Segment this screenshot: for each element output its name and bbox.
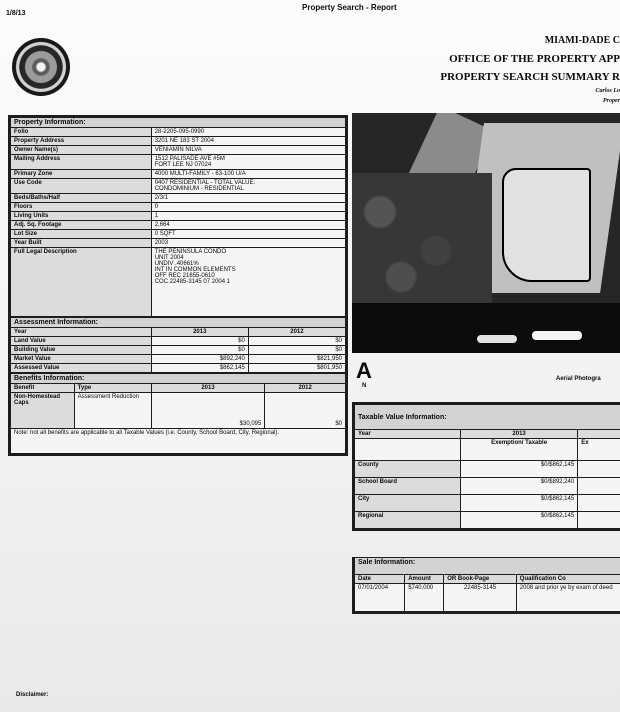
- sale-panel: [352, 557, 620, 614]
- taxable-row: [355, 495, 620, 512]
- property-info-value: 0 SQFT: [151, 230, 345, 239]
- property-info-value: 1512 PALISADE AVE #5M FORT LEE NJ 07024: [151, 155, 345, 170]
- property-info-row: [11, 155, 346, 170]
- property-info-row: [11, 212, 346, 221]
- sale-amount: $740,000: [405, 584, 444, 612]
- assessment-label: Land Value: [11, 337, 152, 346]
- assessment-row: [11, 355, 346, 364]
- benefit-2013-col-header: 2013: [151, 384, 265, 393]
- assessment-2013-value: $0: [151, 337, 248, 346]
- property-info-row: [11, 221, 346, 230]
- taxable-label: County: [355, 461, 461, 478]
- property-info-value: VENIAMIN NILVA: [151, 146, 345, 155]
- taxable-2013-value: $0/$862,145: [461, 512, 578, 529]
- taxable-extra-cell: [578, 495, 620, 512]
- disclaimer-label: Disclaimer:: [16, 692, 49, 698]
- taxable-extra-cell: [578, 461, 620, 478]
- assessment-2012-value: $0: [248, 346, 345, 355]
- property-info-row: [11, 128, 346, 137]
- appraiser-title: Proper: [603, 98, 620, 104]
- benefit-type: Assessment Reduction: [74, 393, 151, 429]
- property-info-label: Owner Name(s): [11, 146, 152, 155]
- assessment-year-2012: 2012: [248, 328, 345, 337]
- assessment-row: [11, 364, 346, 373]
- benefits-heading: Benefits Information:: [11, 374, 346, 384]
- property-info-label: Full Legal Description: [11, 248, 152, 317]
- taxable-label: Regional: [355, 512, 461, 529]
- property-info-value: 2003: [151, 239, 345, 248]
- property-info-label: Lot Size: [11, 230, 152, 239]
- assessment-label: Building Value: [11, 346, 152, 355]
- benefit-name: Non-Homestead Caps: [11, 393, 75, 429]
- property-info-value: 0: [151, 203, 345, 212]
- county-name: MIAMI-DADE C: [544, 35, 620, 46]
- taxable-extra-cell: [578, 478, 620, 495]
- taxable-row: [355, 512, 620, 529]
- north-label: N: [362, 383, 367, 389]
- taxable-2013-value: $0/$862,145: [461, 495, 578, 512]
- taxable-extra-cell: [578, 512, 620, 529]
- taxable-row: [355, 478, 620, 495]
- north-arrow-icon: A: [356, 358, 372, 383]
- aerial-caption: Aerial Photogra: [556, 376, 601, 382]
- sale-table: [354, 557, 620, 612]
- property-info-row: [11, 137, 346, 146]
- benefit-2013-value: $30,095: [151, 393, 265, 429]
- parcel-outline: [502, 168, 591, 282]
- property-info-row: [11, 179, 346, 194]
- property-info-table: [10, 117, 346, 317]
- exemption-header-cut: Ex: [578, 439, 620, 461]
- sale-qualification-header: Qualification Co: [516, 575, 620, 584]
- taxable-year-label: Year: [355, 430, 461, 439]
- assessment-2012-value: $801,950: [248, 364, 345, 373]
- property-info-value: 4000 MULTI-FAMILY - 63-100 U/A: [151, 170, 345, 179]
- assessment-2012-value: $0: [248, 337, 345, 346]
- assessment-year-2013: 2013: [151, 328, 248, 337]
- property-info-label: Mailing Address: [11, 155, 152, 170]
- taxable-panel: [352, 402, 620, 531]
- property-info-label: Primary Zone: [11, 170, 152, 179]
- property-info-label: Living Units: [11, 212, 152, 221]
- property-info-label: Property Address: [11, 137, 152, 146]
- taxable-label: City: [355, 495, 461, 512]
- assessment-label: Assessed Value: [11, 364, 152, 373]
- taxable-label: School Board: [355, 478, 461, 495]
- taxable-2013-value: $0/$862,145: [461, 461, 578, 478]
- property-panel: [8, 115, 348, 456]
- office-header: [440, 32, 620, 106]
- aerial-photo: [352, 113, 620, 353]
- property-info-row: [11, 239, 346, 248]
- print-date: 1/8/13: [6, 10, 26, 17]
- property-info-row: [11, 203, 346, 212]
- county-seal-logo: [12, 38, 70, 96]
- property-info-value: 2,664: [151, 221, 345, 230]
- sale-date-header: Date: [355, 575, 405, 584]
- assessment-2012-value: $821,950: [248, 355, 345, 364]
- assessment-table: [10, 317, 346, 373]
- taxable-2013-value: $0/$892,240: [461, 478, 578, 495]
- benefits-table: [10, 373, 346, 454]
- property-info-value: 28-2205-095-0990: [151, 128, 345, 137]
- sale-amount-header: Amount: [405, 575, 444, 584]
- sale-qualification: 2008 and prior ye by exam of deed: [516, 584, 620, 612]
- appraiser-name: Carlos Lo: [595, 88, 620, 94]
- property-info-label: Beds/Baths/Half: [11, 194, 152, 203]
- property-info-row: [11, 146, 346, 155]
- property-info-value: 2/3/1: [151, 194, 345, 203]
- taxable-table: [354, 404, 620, 529]
- taxable-heading: Taxable Value Information:: [355, 405, 620, 430]
- office-name: OFFICE OF THE PROPERTY APP: [449, 53, 620, 65]
- property-info-row: [11, 248, 346, 317]
- taxable-year-2013: 2013: [461, 430, 578, 439]
- property-info-label: Adj. Sq. Footage: [11, 221, 152, 230]
- property-info-value: 3201 NE 183 ST 2004: [151, 137, 345, 146]
- property-info-row: [11, 230, 346, 239]
- benefit-2012-col-header: 2012: [265, 384, 346, 393]
- sale-heading: Sale Information:: [355, 558, 620, 575]
- sale-date: 07/01/2004: [355, 584, 405, 612]
- property-info-row: [11, 170, 346, 179]
- property-info-value: 0407 RESIDENTIAL - TOTAL VALUE: CONDOMINIUM - RESIDENTIAL: [151, 179, 345, 194]
- assessment-2013-value: $892,240: [151, 355, 248, 364]
- property-info-value: THE PENINSULA CONDO UNIT 2004 UNDIV .40661% INT IN COMMON ELEMENTS OFF REC 21655-0610 COC 22485-3145 07 2004 1: [151, 248, 345, 317]
- sale-book-page-header: OR Book-Page: [444, 575, 517, 584]
- property-info-heading: Property Information:: [11, 118, 346, 128]
- property-info-value: 1: [151, 212, 345, 221]
- sale-book-page: 22485-3145: [444, 584, 517, 612]
- document-title: Property Search - Report: [302, 3, 397, 12]
- property-info-label: Use Code: [11, 179, 152, 194]
- type-col-header: Type: [74, 384, 151, 393]
- assessment-row: [11, 337, 346, 346]
- assessment-2013-value: $0: [151, 346, 248, 355]
- property-info-label: Folio: [11, 128, 152, 137]
- benefit-col-header: Benefit: [11, 384, 75, 393]
- property-info-row: [11, 194, 346, 203]
- benefits-note: Note: not all benefits are applicable to all Taxable Values (i.e. County, School Board, City, Regional).: [11, 429, 346, 454]
- assessment-heading: Assessment Information:: [11, 318, 346, 328]
- property-info-label: Floors: [11, 203, 152, 212]
- property-info-label: Year Built: [11, 239, 152, 248]
- assessment-2013-value: $862,145: [151, 364, 248, 373]
- assessment-label: Market Value: [11, 355, 152, 364]
- exemption-taxable-header: Exemption/ Taxable: [461, 439, 578, 461]
- assessment-year-label: Year: [11, 328, 152, 337]
- taxable-row: [355, 461, 620, 478]
- report-name: PROPERTY SEARCH SUMMARY R: [440, 71, 620, 83]
- assessment-row: [11, 346, 346, 355]
- benefit-2012-value: $0: [265, 393, 346, 429]
